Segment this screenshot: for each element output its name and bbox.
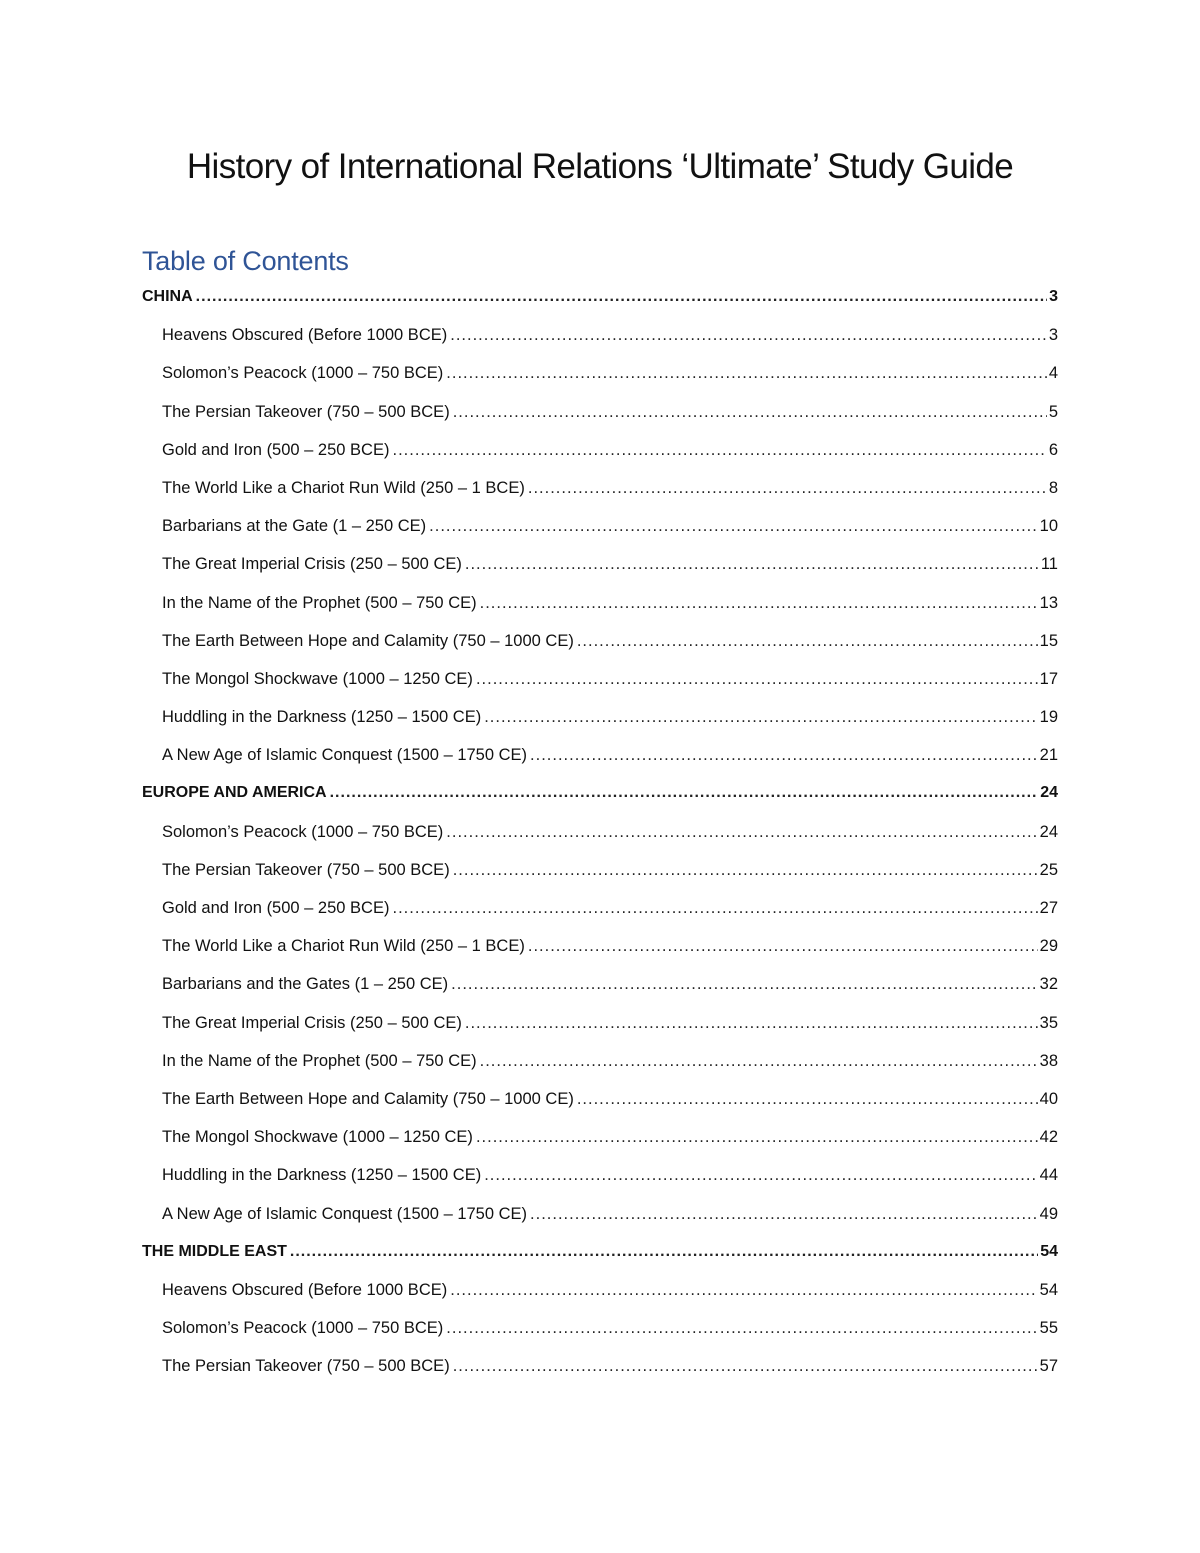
toc-subsection-entry[interactable] xyxy=(142,1309,1058,1347)
toc-subsection-entry[interactable] xyxy=(142,1271,1058,1309)
toc-page-number: 25 xyxy=(1039,860,1058,879)
toc-entry-label: Huddling in the Darkness (1250 – 1500 CE) xyxy=(162,1166,482,1185)
toc-subsection-entry[interactable] xyxy=(142,851,1058,889)
toc-page-number: 54 xyxy=(1039,1280,1058,1299)
toc-dot-leader xyxy=(530,1195,1038,1233)
toc-dot-leader xyxy=(476,1118,1038,1156)
toc-subsection-entry[interactable] xyxy=(142,431,1058,469)
toc-entry-label: The Earth Between Hope and Calamity (750 – 1000 CE) xyxy=(162,1089,574,1108)
toc-subsection-entry[interactable] xyxy=(142,1347,1058,1385)
toc-entry-label: Huddling in the Darkness (1250 – 1500 CE) xyxy=(162,708,482,727)
toc-entry-label: Solomon’s Peacock (1000 – 750 BCE) xyxy=(162,1319,444,1338)
toc-entry-label: In the Name of the Prophet (500 – 750 CE) xyxy=(162,593,477,612)
toc-dot-leader xyxy=(530,736,1038,774)
toc-entry-label: Solomon’s Peacock (1000 – 750 BCE) xyxy=(162,822,444,841)
toc-subsection-entry[interactable] xyxy=(142,1195,1058,1233)
toc-dot-leader xyxy=(480,1042,1038,1080)
toc-dot-leader xyxy=(453,1347,1038,1385)
toc-subsection-entry[interactable] xyxy=(142,1118,1058,1156)
toc-entry-label: EUROPE AND AMERICA xyxy=(142,784,327,802)
toc-entry-label: The World Like a Chariot Run Wild (250 – 1 BCE) xyxy=(162,937,525,956)
toc-entry-label: The Mongol Shockwave (1000 – 1250 CE) xyxy=(162,1128,473,1147)
toc-page-number: 42 xyxy=(1039,1128,1058,1147)
toc-dot-leader xyxy=(484,698,1037,736)
toc-entry-label: A New Age of Islamic Conquest (1500 – 1750 CE) xyxy=(162,746,528,765)
toc-subsection-entry[interactable] xyxy=(142,1156,1058,1194)
toc-entry-label: A New Age of Islamic Conquest (1500 – 1750 CE) xyxy=(162,1204,528,1223)
toc-dot-leader xyxy=(528,469,1047,507)
toc-subsection-entry[interactable] xyxy=(142,316,1058,354)
toc-entry-label: The Persian Takeover (750 – 500 BCE) xyxy=(162,402,450,421)
toc-page-number: 17 xyxy=(1039,669,1058,688)
toc-dot-leader xyxy=(196,278,1047,316)
toc-page-number: 4 xyxy=(1048,364,1058,383)
toc-page-number: 55 xyxy=(1039,1319,1058,1338)
toc-entry-label: THE MIDDLE EAST xyxy=(142,1242,287,1260)
toc-entry-label: The Great Imperial Crisis (250 – 500 CE) xyxy=(162,1013,462,1032)
toc-dot-leader xyxy=(577,622,1038,660)
toc-section-entry[interactable] xyxy=(142,278,1058,316)
toc-subsection-entry[interactable] xyxy=(142,393,1058,431)
toc-page-number: 35 xyxy=(1039,1013,1058,1032)
toc-dot-leader xyxy=(484,1156,1037,1194)
toc-dot-leader xyxy=(451,965,1037,1003)
toc-page-number: 49 xyxy=(1039,1204,1058,1223)
toc-entry-label: Heavens Obscured (Before 1000 BCE) xyxy=(162,1280,448,1299)
toc-dot-leader xyxy=(429,507,1037,545)
toc-dot-leader xyxy=(330,774,1039,812)
toc-page-number: 38 xyxy=(1039,1051,1058,1070)
toc-page-number: 27 xyxy=(1039,899,1058,917)
toc-subsection-entry[interactable] xyxy=(142,1042,1058,1080)
toc-subsection-entry[interactable] xyxy=(142,354,1058,392)
toc-dot-leader xyxy=(450,316,1047,354)
toc-subsection-entry[interactable] xyxy=(142,813,1058,851)
toc-entry-label: Barbarians at the Gate (1 – 250 CE) xyxy=(162,517,427,536)
toc-page-number: 3 xyxy=(1048,326,1058,345)
toc-entry-label: The Persian Takeover (750 – 500 BCE) xyxy=(162,1357,450,1376)
toc-dot-leader xyxy=(465,545,1039,583)
toc-dot-leader xyxy=(450,1271,1037,1309)
toc-entry-label: Gold and Iron (500 – 250 BCE) xyxy=(162,899,390,917)
toc-dot-leader xyxy=(465,1004,1038,1042)
toc-subsection-entry[interactable] xyxy=(142,927,1058,965)
toc-entry-label: CHINA xyxy=(142,288,193,305)
toc-heading: Table of Contents xyxy=(142,246,349,276)
toc-subsection-entry[interactable] xyxy=(142,622,1058,660)
toc-entry-label: In the Name of the Prophet (500 – 750 CE) xyxy=(162,1051,477,1070)
toc-dot-leader xyxy=(446,354,1047,392)
toc-entry-label: The Persian Takeover (750 – 500 BCE) xyxy=(162,860,450,879)
toc-subsection-entry[interactable] xyxy=(142,469,1058,507)
toc-page-number: 32 xyxy=(1039,975,1058,994)
toc-page-number: 24 xyxy=(1039,822,1058,841)
toc-subsection-entry[interactable] xyxy=(142,889,1058,927)
document-title: History of International Relations ‘Ultimate’ Study Guide xyxy=(186,147,1014,186)
toc-dot-leader xyxy=(446,1309,1037,1347)
toc-entry-label: Heavens Obscured (Before 1000 BCE) xyxy=(162,326,448,345)
toc-dot-leader xyxy=(453,851,1038,889)
toc-section-entry[interactable] xyxy=(142,774,1058,812)
toc-page-number: 40 xyxy=(1039,1089,1058,1108)
toc-subsection-entry[interactable] xyxy=(142,736,1058,774)
toc-page-number: 15 xyxy=(1039,631,1058,650)
toc-subsection-entry[interactable] xyxy=(142,507,1058,545)
toc-page-number: 29 xyxy=(1039,937,1058,956)
toc-page-number: 57 xyxy=(1039,1357,1058,1376)
toc-entry-label: Gold and Iron (500 – 250 BCE) xyxy=(162,440,390,459)
toc-page-number: 13 xyxy=(1039,593,1058,612)
toc-dot-leader xyxy=(392,889,1037,927)
toc-page-number: 44 xyxy=(1039,1166,1058,1185)
toc-subsection-entry[interactable] xyxy=(142,965,1058,1003)
toc-entry-label: The World Like a Chariot Run Wild (250 – 1 BCE) xyxy=(162,478,525,497)
toc-entry-label: The Earth Between Hope and Calamity (750 – 1000 CE) xyxy=(162,631,574,650)
toc-dot-leader xyxy=(290,1233,1038,1271)
toc-dot-leader xyxy=(392,431,1046,469)
toc-page-number: 21 xyxy=(1039,746,1058,765)
toc-entry-label: The Mongol Shockwave (1000 – 1250 CE) xyxy=(162,669,473,688)
toc-subsection-entry[interactable] xyxy=(142,1080,1058,1118)
toc-page-number: 19 xyxy=(1039,708,1058,727)
toc-entry-label: Barbarians and the Gates (1 – 250 CE) xyxy=(162,975,449,994)
toc-dot-leader xyxy=(476,660,1038,698)
toc-page-number: 10 xyxy=(1039,517,1058,536)
toc-page-number: 54 xyxy=(1040,1242,1058,1260)
toc-section-entry[interactable] xyxy=(142,1233,1058,1271)
toc-dot-leader xyxy=(446,813,1037,851)
toc-page-number: 8 xyxy=(1048,478,1058,497)
toc-page-number: 24 xyxy=(1040,784,1058,802)
toc-page-number: 11 xyxy=(1040,555,1058,574)
toc-dot-leader xyxy=(480,584,1038,622)
table-of-contents xyxy=(142,278,1058,1385)
toc-subsection-entry[interactable] xyxy=(142,698,1058,736)
toc-page-number: 3 xyxy=(1049,288,1058,305)
toc-subsection-entry[interactable] xyxy=(142,584,1058,622)
toc-subsection-entry[interactable] xyxy=(142,1004,1058,1042)
toc-dot-leader xyxy=(528,927,1038,965)
toc-subsection-entry[interactable] xyxy=(142,545,1058,583)
toc-page-number: 5 xyxy=(1048,402,1058,421)
toc-entry-label: Solomon’s Peacock (1000 – 750 BCE) xyxy=(162,364,444,383)
toc-subsection-entry[interactable] xyxy=(142,660,1058,698)
toc-dot-leader xyxy=(453,393,1047,431)
toc-page-number: 6 xyxy=(1048,440,1058,459)
toc-dot-leader xyxy=(577,1080,1038,1118)
toc-entry-label: The Great Imperial Crisis (250 – 500 CE) xyxy=(162,555,462,574)
